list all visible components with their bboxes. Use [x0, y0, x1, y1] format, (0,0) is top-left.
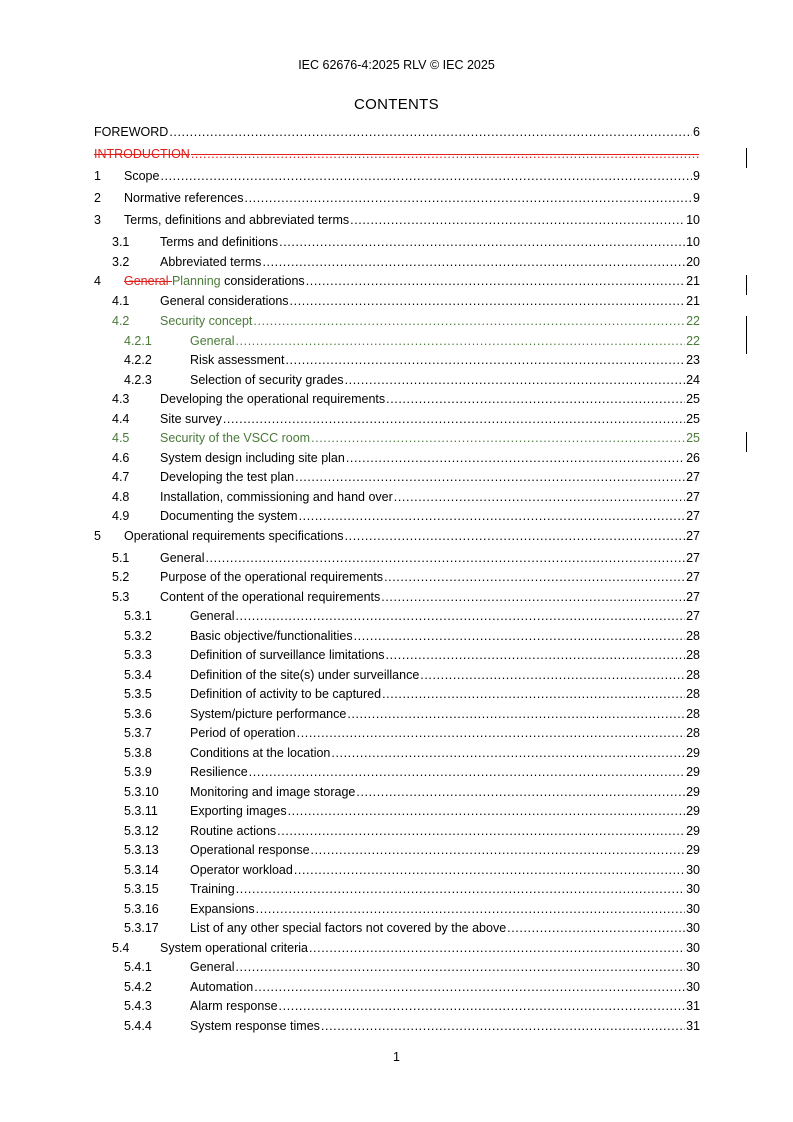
- toc-entry-number: 4.2: [112, 314, 130, 328]
- toc-entry[interactable]: [94, 785, 700, 805]
- toc-entry-page: 29: [686, 745, 700, 760]
- dot-leader: [394, 490, 685, 504]
- toc-entry[interactable]: [94, 551, 700, 571]
- toc-entry-label: INTRODUCTION: [94, 147, 190, 161]
- table-of-contents: [94, 125, 700, 1038]
- toc-entry[interactable]: [94, 960, 700, 980]
- toc-entry[interactable]: [94, 470, 700, 490]
- toc-entry-page: 31: [686, 999, 700, 1013]
- dot-leader: [205, 551, 685, 565]
- toc-entry-label: FOREWORD: [94, 125, 169, 139]
- dot-leader: [311, 843, 686, 857]
- toc-entry-number: 5.3.11: [124, 804, 158, 818]
- toc-entry-number: 1: [94, 169, 101, 183]
- toc-entry-number: 3.1: [112, 235, 130, 249]
- toc-entry-page: 29: [686, 784, 700, 799]
- dot-leader: [386, 648, 686, 662]
- toc-entry-number: 5.3.7: [124, 726, 152, 740]
- toc-entry-label: Definition of surveillance limitations: [190, 648, 385, 662]
- dot-leader: [245, 191, 693, 205]
- page-header: IEC 62676-4:2025 RLV © IEC 2025: [298, 58, 495, 72]
- dot-leader: [345, 373, 686, 387]
- toc-entry-number: 5.3.17: [124, 921, 159, 935]
- toc-entry[interactable]: [94, 726, 700, 746]
- toc-entry[interactable]: [94, 590, 700, 610]
- toc-entry[interactable]: [94, 314, 700, 334]
- toc-entry-number: 4: [94, 274, 101, 288]
- dot-leader: [235, 609, 685, 623]
- toc-entry-label: Resilience: [190, 765, 248, 779]
- toc-entry-label: Security concept: [160, 314, 253, 328]
- toc-entry[interactable]: [94, 941, 700, 961]
- dot-leader: [309, 941, 685, 955]
- dot-leader: [354, 629, 686, 643]
- toc-entry-page: 29: [686, 823, 700, 838]
- toc-entry-label: [124, 274, 305, 288]
- dot-leader: [277, 824, 685, 838]
- dot-leader: [235, 334, 685, 348]
- toc-entry-page: 9: [693, 191, 700, 205]
- toc-entry-number: 4.1: [112, 294, 130, 308]
- dot-leader: [382, 687, 685, 701]
- toc-entry-number: 5: [94, 528, 101, 543]
- toc-entry-page: 27: [686, 550, 700, 565]
- toc-entry-page: 24: [686, 372, 700, 387]
- toc-entry-number: 5.3.5: [124, 687, 152, 701]
- toc-entry-number: 5.4.1: [124, 960, 152, 974]
- toc-entry-number: 4.7: [112, 470, 130, 484]
- change-bar: [746, 148, 747, 168]
- toc-entry[interactable]: [94, 451, 700, 471]
- toc-entry-page: 22: [686, 333, 700, 348]
- toc-entry-label: General: [190, 609, 235, 623]
- toc-entry-label: Security of the VSCC room: [160, 431, 311, 445]
- toc-entry-page: 27: [686, 609, 700, 623]
- toc-entry-number: 4.3: [112, 392, 130, 406]
- toc-entry-number: 5.3.1: [124, 609, 152, 623]
- toc-entry[interactable]: [94, 882, 700, 902]
- dot-leader: [279, 999, 686, 1013]
- toc-entry-number: 4.2.1: [124, 333, 152, 348]
- toc-entry-number: 3: [94, 213, 101, 227]
- dot-leader: [299, 509, 686, 523]
- toc-entry[interactable]: [94, 765, 700, 785]
- toc-entry[interactable]: [94, 999, 700, 1019]
- toc-entry-number: 4.5: [112, 431, 130, 445]
- toc-entry-number: 2: [94, 191, 101, 205]
- deleted-text: General: [124, 274, 172, 288]
- page-number: 1: [393, 1050, 400, 1064]
- toc-entry[interactable]: [94, 648, 700, 668]
- dot-leader: [288, 804, 686, 818]
- toc-entry[interactable]: [94, 902, 700, 922]
- toc-entry[interactable]: [94, 824, 700, 844]
- dot-leader: [381, 590, 685, 604]
- toc-entry-label: Normative references: [124, 191, 244, 205]
- toc-entry-label: Expansions: [190, 901, 255, 916]
- dot-leader: [256, 902, 685, 916]
- contents-title: CONTENTS: [354, 96, 439, 113]
- toc-entry-label: Automation: [190, 979, 254, 994]
- toc-entry-number: 5.3.2: [124, 628, 152, 643]
- toc-entry-page: 29: [686, 765, 700, 779]
- toc-entry-number: 5.4.3: [124, 999, 152, 1013]
- toc-entry[interactable]: [94, 213, 700, 235]
- toc-entry[interactable]: [94, 334, 700, 354]
- toc-entry[interactable]: [94, 668, 700, 688]
- toc-entry[interactable]: [94, 509, 700, 529]
- toc-entry-page: 29: [686, 843, 700, 857]
- toc-entry-page: 29: [686, 804, 700, 818]
- toc-entry[interactable]: [94, 147, 700, 169]
- toc-entry-number: 5.3.16: [124, 901, 159, 916]
- toc-entry-label: Abbreviated terms: [160, 254, 262, 269]
- toc-entry[interactable]: [94, 1019, 700, 1039]
- toc-entry-label: Selection of security grades: [190, 372, 344, 387]
- toc-entry-page: 28: [686, 628, 700, 643]
- toc-entry-label: Operator workload: [190, 862, 293, 877]
- toc-entry-number: 5.3.4: [124, 667, 152, 682]
- toc-entry-number: 4.4: [112, 411, 130, 426]
- toc-entry-label: Basic objective/functionalities: [190, 628, 353, 643]
- toc-entry-page: 26: [686, 450, 700, 465]
- toc-entry-label: Terms, definitions and abbreviated terms: [124, 213, 350, 227]
- toc-entry-page: 27: [686, 589, 700, 604]
- toc-entry-label: Site survey: [160, 411, 222, 426]
- toc-entry-label: Terms and definitions: [160, 235, 279, 249]
- toc-entry-label: Operational requirements specifications: [124, 528, 344, 543]
- change-bar: [746, 275, 747, 295]
- toc-entry-page: 20: [686, 254, 700, 269]
- toc-entry-label: System/picture performance: [190, 706, 347, 721]
- dot-leader: [347, 707, 685, 721]
- toc-entry-page: 23: [686, 353, 700, 367]
- toc-entry[interactable]: [94, 412, 700, 432]
- toc-entry-label: System design including site plan: [160, 450, 345, 465]
- toc-entry-number: 5.4.2: [124, 979, 152, 994]
- dot-leader: [386, 392, 685, 406]
- toc-entry-page: 31: [686, 1018, 700, 1033]
- toc-entry[interactable]: [94, 570, 700, 590]
- toc-entry-label: System operational criteria: [160, 940, 308, 955]
- toc-entry-page: 30: [686, 862, 700, 877]
- dot-leader: [279, 235, 685, 249]
- toc-entry[interactable]: [94, 169, 700, 191]
- toc-entry[interactable]: [94, 707, 700, 727]
- dot-leader: [295, 470, 685, 484]
- toc-entry[interactable]: [94, 843, 700, 863]
- dot-leader: [191, 147, 699, 161]
- toc-entry-label: Period of operation: [190, 726, 296, 740]
- toc-entry-page: 28: [686, 706, 700, 721]
- toc-entry-page: 28: [686, 726, 700, 740]
- change-bar: [746, 432, 747, 452]
- toc-entry[interactable]: [94, 373, 700, 393]
- dot-leader: [290, 294, 686, 308]
- toc-entry[interactable]: [94, 294, 700, 314]
- dot-leader: [169, 125, 692, 139]
- toc-entry-page: 22: [686, 314, 700, 328]
- toc-entry-label: Developing the test plan: [160, 470, 295, 484]
- toc-entry-label: Risk assessment: [190, 353, 285, 367]
- toc-entry[interactable]: [94, 392, 700, 412]
- toc-entry[interactable]: [94, 609, 700, 629]
- toc-entry-page: 27: [686, 470, 700, 484]
- toc-entry-label: Exporting images: [190, 804, 287, 818]
- toc-entry-number: 4.6: [112, 450, 130, 465]
- dot-leader: [297, 726, 685, 740]
- toc-entry-page: 30: [686, 921, 700, 935]
- toc-entry-number: 5.3.6: [124, 706, 152, 721]
- toc-entry-label: Conditions at the location: [190, 745, 331, 760]
- dot-leader: [262, 255, 685, 269]
- toc-entry-page: 9: [693, 169, 700, 183]
- dot-leader: [346, 451, 685, 465]
- toc-entry-number: 5.3.8: [124, 745, 152, 760]
- dot-leader: [294, 863, 685, 877]
- toc-entry-label: Monitoring and image storage: [190, 784, 356, 799]
- toc-entry-number: 5.3.13: [124, 843, 159, 857]
- toc-entry-label: Installation, commissioning and hand over: [160, 489, 393, 504]
- toc-entry-page: 30: [686, 901, 700, 916]
- toc-entry-page: 30: [686, 960, 700, 974]
- toc-entry-label: Developing the operational requirements: [160, 392, 386, 406]
- toc-entry-number: 3.2: [112, 254, 130, 269]
- toc-entry-page: 10: [686, 213, 700, 227]
- toc-entry-page: 6: [693, 125, 700, 139]
- toc-entry-page: 10: [686, 235, 700, 249]
- toc-entry[interactable]: [94, 804, 700, 824]
- toc-entry-page: 30: [686, 979, 700, 994]
- dot-leader: [236, 882, 685, 896]
- dot-leader: [249, 765, 685, 779]
- dot-leader: [285, 353, 685, 367]
- label-rest: considerations: [220, 274, 305, 288]
- toc-entry[interactable]: [94, 687, 700, 707]
- toc-entry-number: 5.3.3: [124, 648, 152, 662]
- toc-entry[interactable]: [94, 191, 700, 213]
- toc-entry-number: 5.3: [112, 589, 130, 604]
- toc-entry-label: General considerations: [160, 294, 289, 308]
- toc-entry[interactable]: [94, 529, 700, 551]
- toc-entry[interactable]: [94, 746, 700, 766]
- dot-leader: [311, 431, 685, 445]
- toc-entry-number: 4.2.2: [124, 353, 152, 367]
- toc-entry-page: 27: [686, 489, 700, 504]
- change-bar: [746, 316, 747, 354]
- toc-entry-page: 27: [686, 509, 700, 523]
- toc-entry[interactable]: [94, 629, 700, 649]
- toc-entry-number: 4.8: [112, 489, 130, 504]
- toc-entry[interactable]: [94, 921, 700, 941]
- toc-entry-number: 5.3.15: [124, 882, 159, 896]
- toc-entry-number: 4.2.3: [124, 372, 152, 387]
- dot-leader: [321, 1019, 685, 1033]
- toc-entry-number: 5.2: [112, 570, 130, 584]
- toc-entry-label: Content of the operational requirements: [160, 589, 381, 604]
- toc-entry[interactable]: [94, 431, 700, 451]
- toc-entry[interactable]: [94, 125, 700, 147]
- toc-entry-number: 5.3.14: [124, 862, 159, 877]
- toc-entry[interactable]: [94, 490, 700, 510]
- dot-leader: [507, 921, 685, 935]
- toc-entry-label: General: [190, 333, 235, 348]
- toc-entry-number: 4.9: [112, 509, 130, 523]
- dot-leader: [160, 169, 692, 183]
- toc-entry-label: Training: [190, 882, 235, 896]
- toc-entry-page: 28: [686, 648, 700, 662]
- toc-entry-page: 30: [686, 882, 700, 896]
- toc-entry-page: 28: [686, 687, 700, 701]
- toc-entry[interactable]: [94, 235, 700, 255]
- toc-entry-page: 27: [686, 528, 700, 543]
- toc-entry-label: Definition of activity to be captured: [190, 687, 382, 701]
- dot-leader: [356, 785, 685, 799]
- toc-entry-label: General: [160, 550, 205, 565]
- dot-leader: [223, 412, 685, 426]
- toc-entry-label: Purpose of the operational requirements: [160, 570, 384, 584]
- dot-leader: [253, 314, 685, 328]
- dot-leader: [306, 274, 685, 288]
- toc-entry-page: 21: [686, 274, 700, 288]
- toc-entry-page: 21: [686, 294, 700, 308]
- dot-leader: [345, 529, 686, 543]
- toc-entry[interactable]: [94, 863, 700, 883]
- toc-entry-label: General: [190, 960, 235, 974]
- toc-entry[interactable]: [94, 255, 700, 275]
- toc-entry-number: 5.4: [112, 940, 130, 955]
- toc-entry-number: 5.3.9: [124, 765, 152, 779]
- toc-entry-label: Documenting the system: [160, 509, 298, 523]
- toc-entry-page: 30: [686, 940, 700, 955]
- toc-entry-label: Routine actions: [190, 823, 277, 838]
- toc-entry-label: Operational response: [190, 843, 310, 857]
- dot-leader: [350, 213, 685, 227]
- dot-leader: [235, 960, 685, 974]
- toc-entry-page: 25: [686, 431, 700, 445]
- toc-entry-label: Scope: [124, 169, 160, 183]
- toc-entry[interactable]: [94, 274, 700, 294]
- dot-leader: [331, 746, 685, 760]
- toc-entry-label: List of any other special factors not covered by the above: [190, 921, 507, 935]
- toc-entry-page: 25: [686, 411, 700, 426]
- toc-entry-page: 28: [686, 667, 700, 682]
- dot-leader: [420, 668, 685, 682]
- toc-entry-page: 27: [686, 570, 700, 584]
- toc-entry-number: 5.1: [112, 550, 130, 565]
- inserted-text: Planning: [171, 274, 221, 288]
- toc-entry-label: Alarm response: [190, 999, 278, 1013]
- toc-entry-label: Definition of the site(s) under surveillance: [190, 667, 420, 682]
- toc-entry-number: 5.4.4: [124, 1018, 152, 1033]
- toc-entry-label: System response times: [190, 1018, 320, 1033]
- toc-entry[interactable]: [94, 980, 700, 1000]
- toc-entry-page: 25: [686, 392, 700, 406]
- toc-entry[interactable]: [94, 353, 700, 373]
- toc-entry-number: 5.3.12: [124, 823, 159, 838]
- dot-leader: [254, 980, 685, 994]
- dot-leader: [384, 570, 685, 584]
- toc-entry-number: 5.3.10: [124, 784, 159, 799]
